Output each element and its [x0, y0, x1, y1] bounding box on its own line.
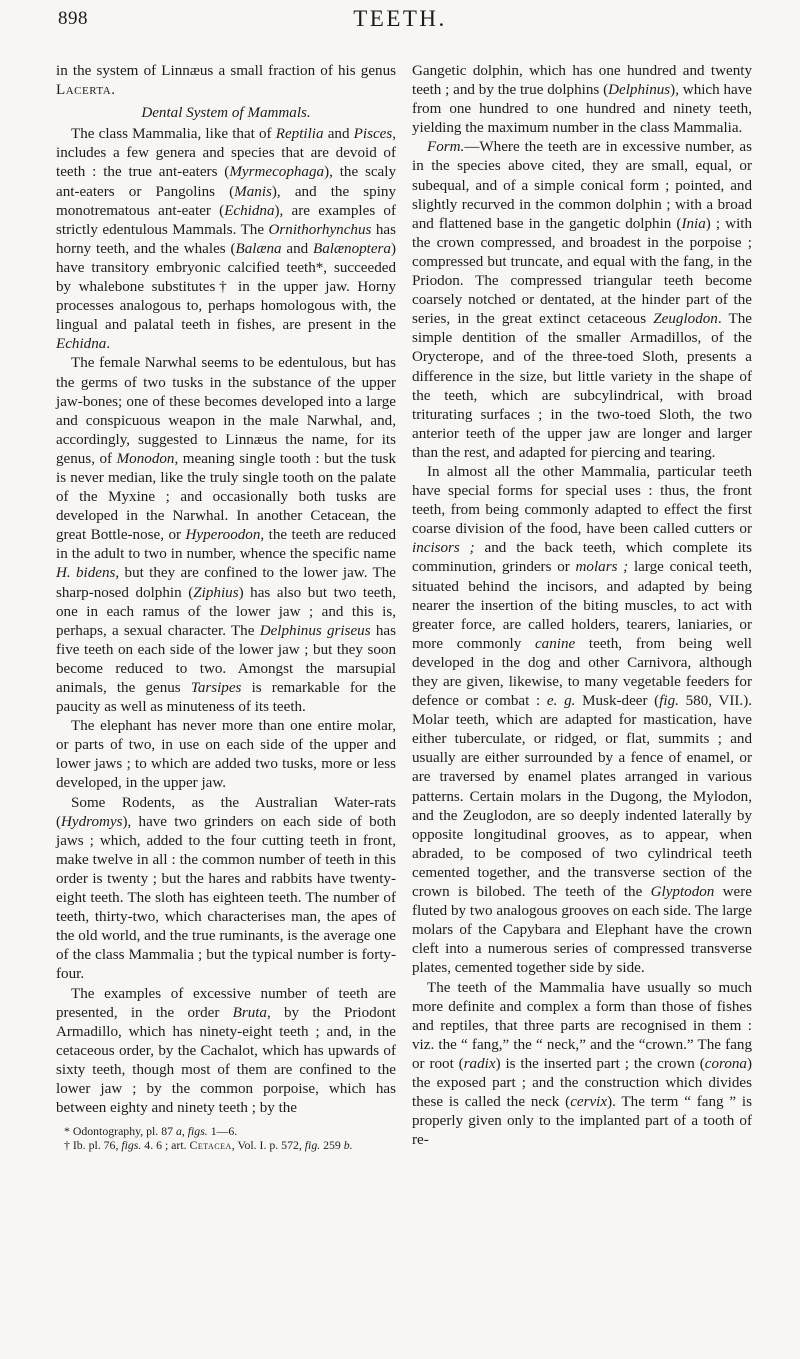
- right-column: [412, 62, 752, 1150]
- running-head: TEETH.: [353, 6, 447, 31]
- footnote: * Odontography, pl. 87 a, figs. 1—6.: [64, 1124, 238, 1139]
- genus-name: Lacerta: [56, 82, 112, 99]
- paragraph: The elephant has never more than one entire molar, or parts of two, in use on each side of the upper and lower jaws ; to which are added two tusks, more or less developed, in the upper jaw.: [56, 718, 396, 792]
- paragraph: The teeth of the Mammalia have usually so much more definite and complex a form than those of fishes and reptiles, that three parts are recognised in them : viz. the “ fang,” the “ neck,” and the “crown.” The fang or root (radix) is the inserted part ; the crown (corona) the exposed part ; and the construction which divides these is called the neck (cervix). The term “ fang ” is properly given only to the implanted part of a tooth of re-: [412, 979, 752, 1149]
- paragraph: Some Rodents, as the Australian Water-rats (Hydromys), have two grinders on each side of both jaws ; which, added to the four cutting teeth in front, make twelve in all : the common number of teeth in this order is twenty ; but the hares and rabbits have twenty-eight teeth. The sloth has eighteen teeth. The number of teeth, thirty-two, which characterises man, the apes of the old world, and the true ruminants, is the average one of the class Mammalia ; but the typical number is forty-four.: [56, 794, 396, 983]
- page-header: [0, 6, 800, 36]
- footnotes: [56, 1124, 396, 1152]
- paragraph-continuation: in the system of Linnæus a small fraction of his genus Lacerta.: [56, 63, 396, 99]
- paragraph: The examples of excessive number of teeth are presented, in the order Bruta, by the Priodont Armadillo, which has ninety-eight teeth ; and, in the cetaceous order, by the Cachalot, which has upwards of sixty teeth, though most of them are confined to the lower jaw ; by the common porpoise, which has between eighty and ninety teeth ; by the: [56, 985, 396, 1117]
- paragraph: The class Mammalia, like that of Reptilia and Pisces, includes a few genera and species that are devoid of teeth : the true ant-eaters (Myrmecophaga), the scaly ant-eaters or Pangolins (Manis), and the spiny monotrematous ant-eater (Echidna), are examples of strictly edentulous Mammals. The Ornithorhynchus has horny teeth, and the whales (Balæna and Balænoptera) have transitory embryonic calcified teeth*, succeeded by whalebone substitutes† in the upper jaw. Horny processes analogous to, perhaps homologous with, the lingual and palatal teeth in fishes, are present in the Echidna.: [56, 126, 397, 353]
- paragraph: In almost all the other Mammalia, particular teeth have special forms for special uses : thus, the front teeth, from being commonly adapted to effect the first coarse division of the food, have been called cutters or incisors ; and the back teeth, which complete its comminution, grinders or molars ; large conical teeth, situated behind the incisors, and adapted by being nearer the insertion of the biting muscles, to act with greater force, are called holders, tearers, laniaries, or more commonly canine teeth, from being well developed in the dog and other Carnivora, although they are given, likewise, to many vegetable feeders for defence or combat : e. g. Musk-deer (fig. 580, VII.). Molar teeth, which are adapted for mastication, have either tuberculate, or ridged, or flat, summits ; and usually are either surrounded by a fence of enamel, or are traversed by enamel plates arranged in various patterns. Certain molars in the Dugong, the Mylodon, and the Zeuglodon, are so deeply indented laterally by opposite longitudinal grooves, as to appear, when abraded, to be composed of two cylindrical teeth cemented together, and the transverse section of the crown is bilobed. The teeth of the Glyptodon were fluted by two analogous grooves on each side. The large molars of the Capybara and Elephant have the crown cleft into a numerous series of compressed transverse plates, cemented together side by side.: [412, 463, 752, 977]
- paragraph: The female Narwhal seems to be edentulous, but has the germs of two tusks in the substance of the upper jaw-bones; one of these becomes developed into a large and conspicuous weapon in the male Narwhal, and, accordingly, suggested to Linnæus the name, for its genus, of Monodon, meaning single tooth : but the tusk is never median, like the truly single tooth on the palate of the Myxine ; and occasionally both tusks are developed in the Narwhal. In another Cetacean, the great Bottle-nose, or Hyperoodon, the teeth are reduced in the adult to two in number, whence the specific name H. bidens, but they are confined to the lower jaw. The sharp-nosed dolphin (Ziphius) has also but two teeth, one in each ramus of the lower jaw ; and this is, perhaps, a sexual character. The Delphinus griseus has five teeth on each side of the lower jaw ; but they soon become reduced to two. Amongst the marsupial animals, the genus Tarsipes is remarkable for the paucity as well as minuteness of its teeth.: [56, 355, 397, 716]
- paragraph: Form.—Where the teeth are in excessive number, as in the species above cited, they are small, equal, or subequal, and of a simple conical form ; pointed, and slightly recurved in the common dolphin ; with a broad and flattened base in the gangetic dolphin (Inia) ; with the crown compressed, and broadest in the porpoise ; compressed but truncate, and equal with the fang, in the Priodon. The compressed triangular teeth become coarsely notched or dentated, at the hinder part of the series, in the great extinct cetaceous Zeuglodon. The simple dentition of the smaller Armadillos, of the Orycterope, and of the three-toed Sloth, presents a difference in the size, but little variety in the shape of the teeth, which are subcylindrical, with broad triturating surfaces ; in the two-toed Sloth, the two anterior teeth of the upper jaw are longer and larger than the rest, and adapted for piercing and tearing.: [412, 139, 753, 461]
- paragraph-continuation: Gangetic dolphin, which has one hundred and twenty teeth ; and by the true dolphins (Delphinus), which have from one hundred to one hundred and ninety teeth, yielding the maximum number in the class Mammalia.: [412, 63, 752, 137]
- footnote: † Ib. pl. 76, figs. 4. 6 ; art. Cetacea, Vol. I. p. 572, fig. 259 b.: [64, 1138, 353, 1153]
- page-number: 898: [58, 8, 88, 29]
- section-subheading: Dental System of Mammals.: [141, 105, 311, 122]
- left-column: [56, 62, 396, 1152]
